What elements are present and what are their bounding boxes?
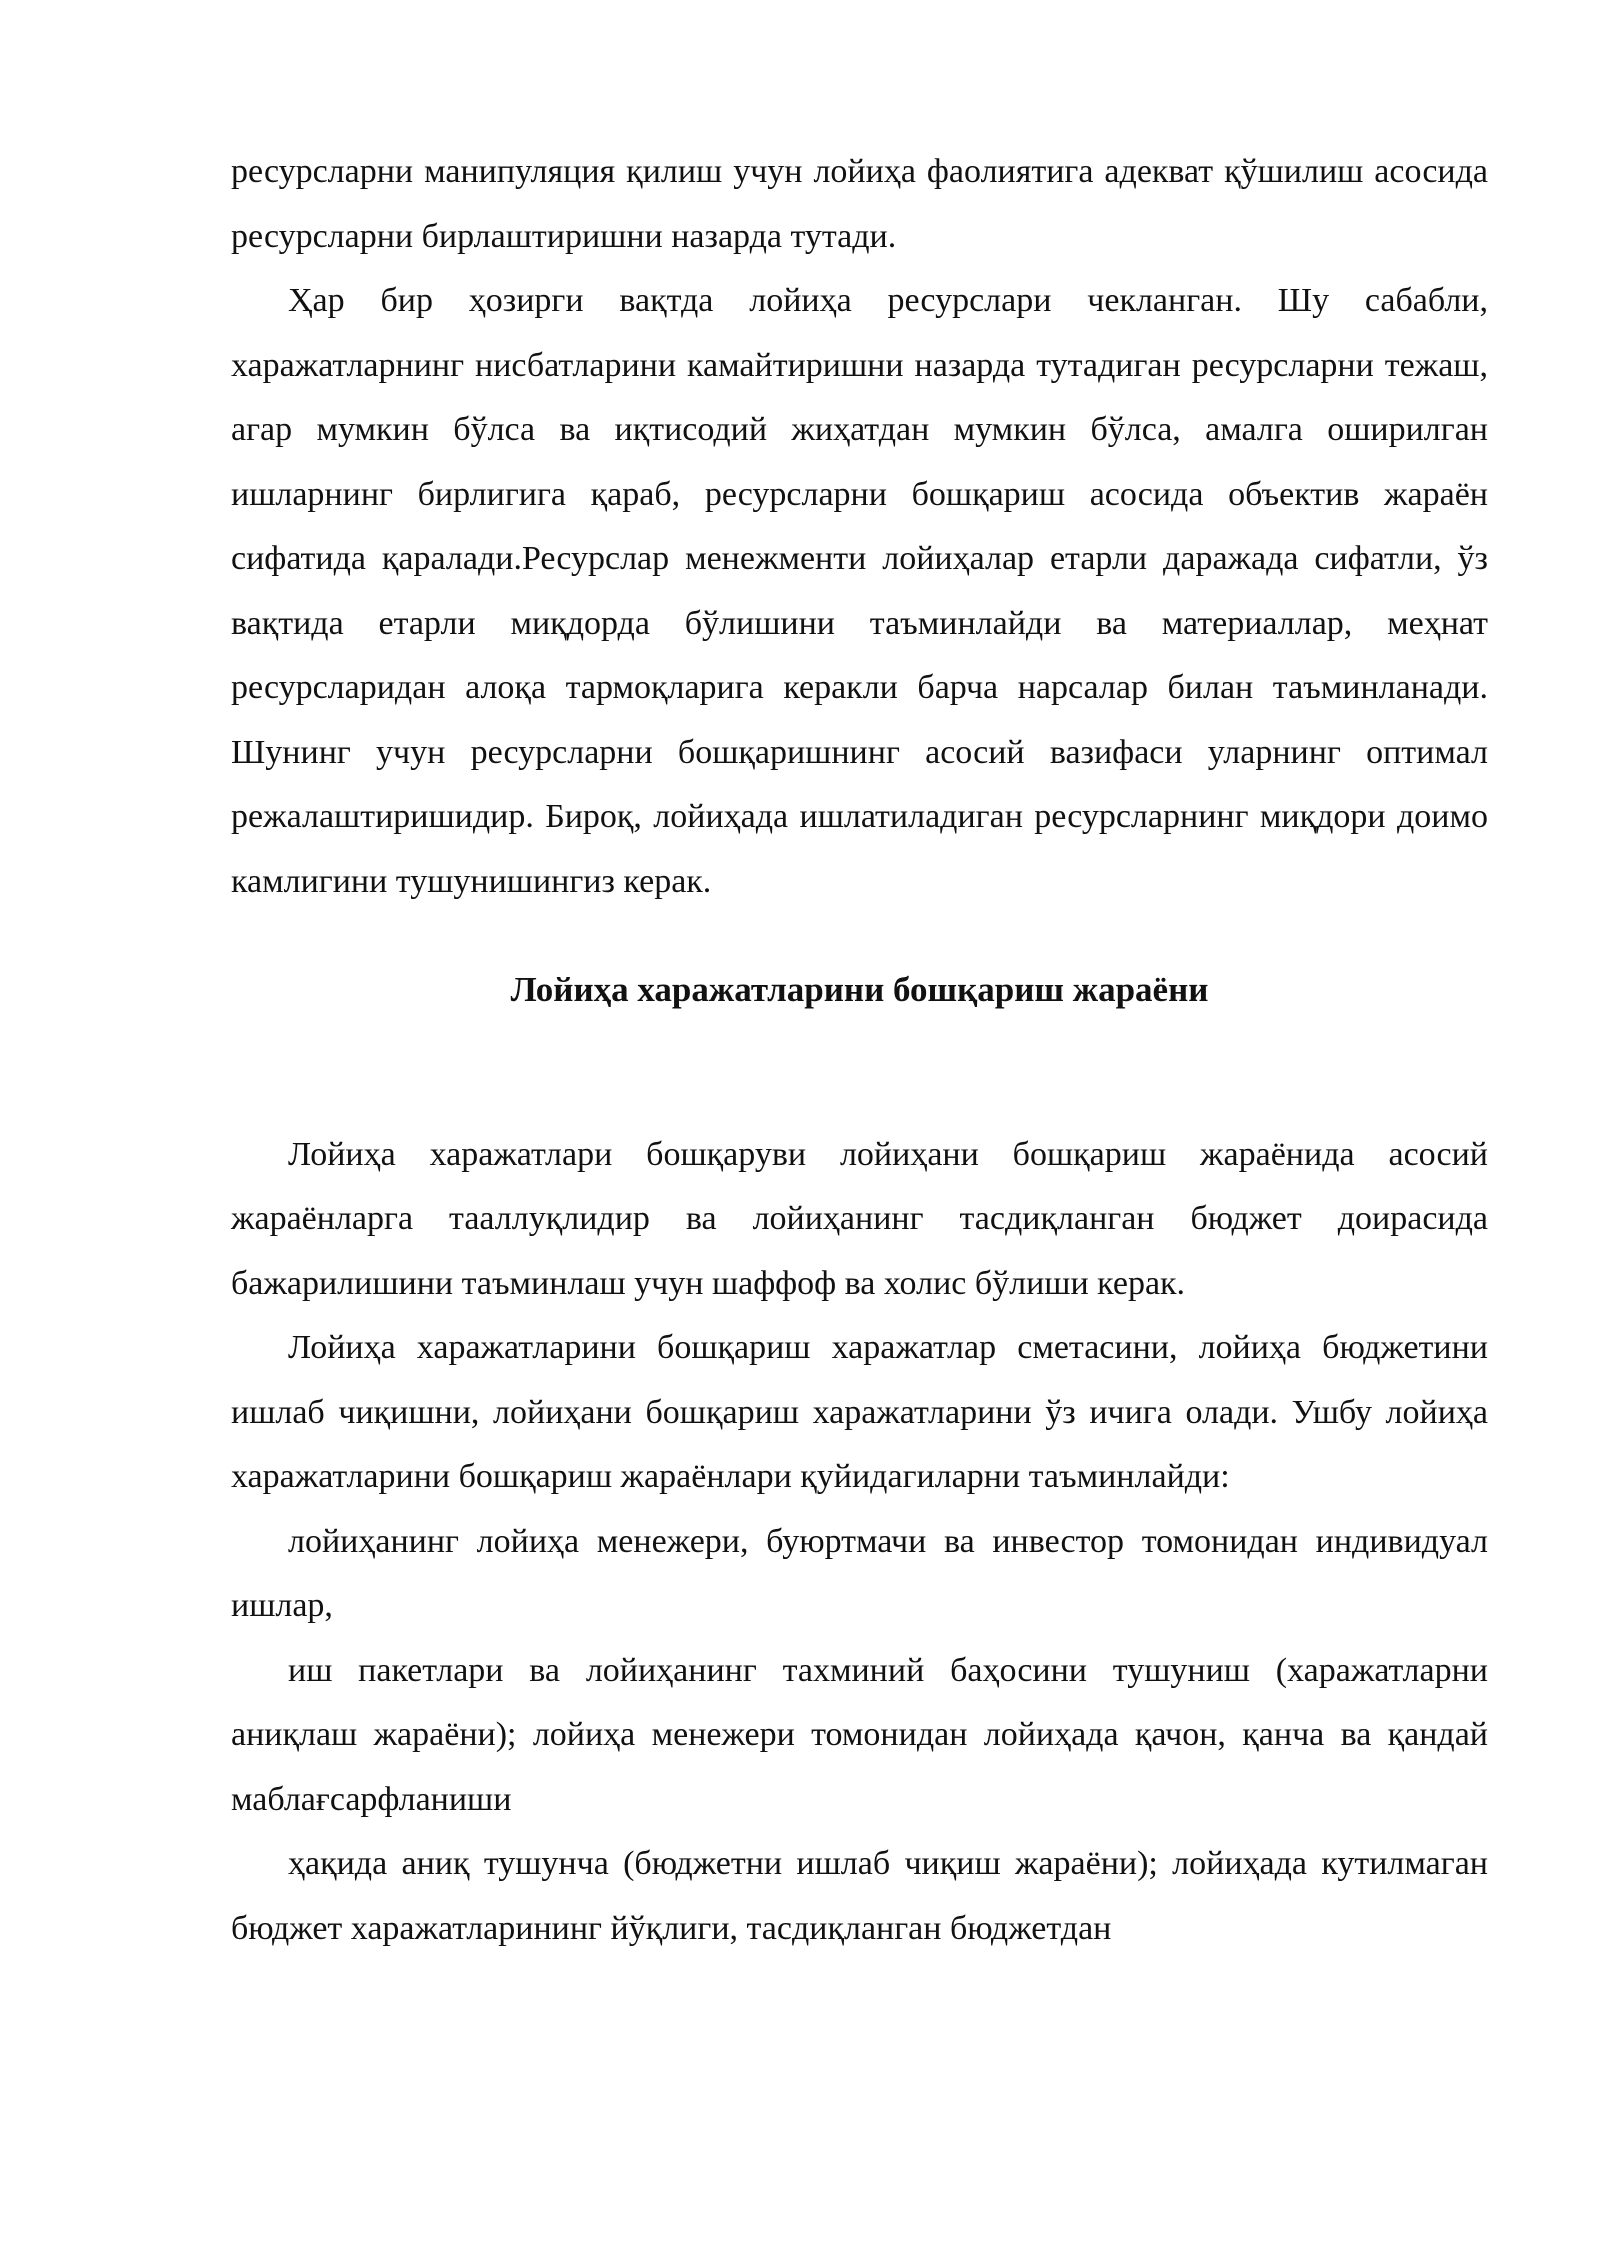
document-page bbox=[231, 140, 1488, 1961]
body-paragraph-6: иш пакетлари ва лойиҳанинг тахминий баҳосини тушуниш (харажатларни аниқлаш жараёни); лойиҳа менежери томонидан лойиҳада қачон, қанча ва қандай маблағсарфланиши bbox=[231, 1651, 1488, 1818]
section-heading: Лойиҳа харажатларини бошқариш жараёни bbox=[510, 970, 1209, 1009]
body-paragraph-4: Лойиҳа харажатларини бошқариш харажатлар сметасини, лойиҳа бюджетини ишлаб чиқишни, лойиҳани бошқариш харажатларини ўз ичига олади. Ушбу лойиҳа харажатларини бошқариш жараёнлари қуйидагиларни таъминлайди: bbox=[231, 1329, 1488, 1495]
body-paragraph-3: Лойиҳа харажатлари бошқаруви лойиҳани бошқариш жараёнида асосий жараёнларга тааллуқлидир ва лойиҳанинг тасдиқланган бюджет доирасида бажарилишини таъминлаш учун шаффоф ва холис бўлиши керак. bbox=[231, 1135, 1488, 1302]
body-paragraph-2: Ҳар бир ҳозирги вақтда лойиҳа ресурслари чекланган. Шу сабабли, харажатларнинг нисбатларини камайтиришни назарда тутадиган ресурсларни тежаш, агар мумкин бўлса ва иқтисодий жиҳатдан мумкин бўлса, амалга оширилган ишларнинг бирлигига қараб, ресурсларни бошқариш асосида объектив жараён сифатида қаралади.Ресурслар менежменти лойиҳалар етарли даражада сифатли, ўз вақтида етарли миқдорда бўлишини таъминлайди ва материаллар, меҳнат ресурсларидан алоқа тармоқларига керакли барча нарсалар билан таъминланади. Шунинг учун ресурсларни бошқаришнинг асосий вазифаси уларнинг оптимал режалаштиришидир. Бироқ, лойиҳада ишлатиладиган ресурсларнинг миқдори доимо камлигини тушунишингиз керак. bbox=[231, 282, 1488, 900]
body-paragraph-5: лойиҳанинг лойиҳа менежери, буюртмачи ва инвестор томонидан индивидуал ишлар, bbox=[231, 1522, 1488, 1624]
body-paragraph-1: ресурсларни манипуляция қилиш учун лойиҳа фаолиятига адекват қўшилиш асосида ресурсларни бирлаштиришни назарда тутади. bbox=[231, 153, 1488, 255]
body-paragraph-7: ҳақида аниқ тушунча (бюджетни ишлаб чиқиш жараёни); лойиҳада кутилмаган бюджет харажатларининг йўқлиги, тасдиқланган бюджетдан bbox=[231, 1845, 1488, 1947]
